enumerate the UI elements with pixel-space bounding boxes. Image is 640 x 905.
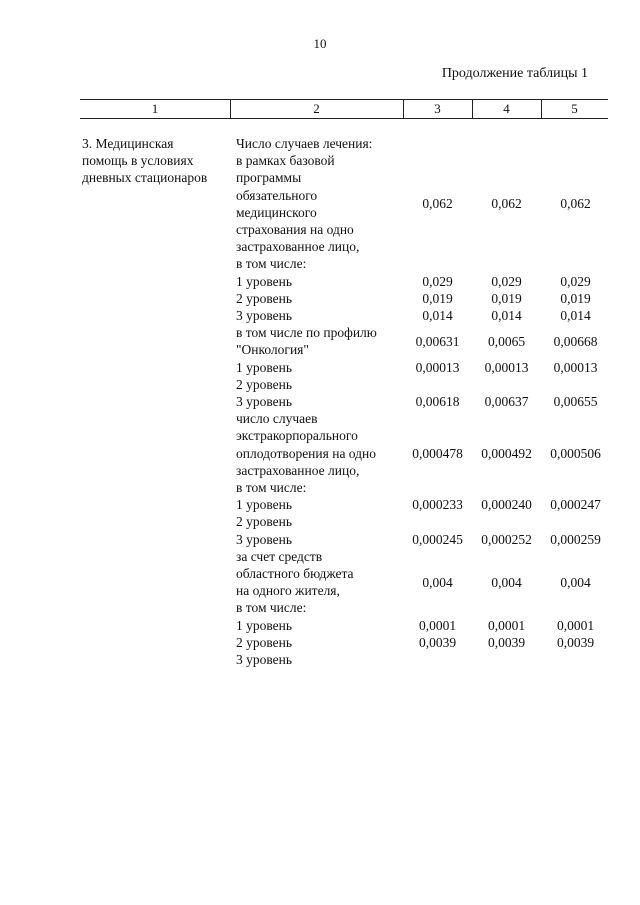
cell-value-col4: 0,000252 bbox=[481, 531, 532, 547]
cell-value-col5: 0,000259 bbox=[550, 531, 601, 547]
table-row bbox=[0, 273, 640, 290]
row-description-line: в рамках базовой bbox=[236, 153, 335, 169]
cell-value-col3: 0,0039 bbox=[418, 634, 457, 650]
column-header-2: 2 bbox=[313, 101, 320, 116]
row-description bbox=[236, 324, 406, 358]
cell-value-col5: 0,000506 bbox=[550, 445, 601, 461]
cell-value-col5: 0,029 bbox=[560, 273, 591, 289]
cell-value-col5: 0,0001 bbox=[556, 617, 595, 633]
row-description bbox=[236, 513, 406, 530]
cell-value-col4: 0,0001 bbox=[487, 617, 526, 633]
table-row bbox=[0, 548, 640, 617]
row-description-line: медицинского bbox=[236, 204, 317, 220]
table-row bbox=[0, 651, 640, 668]
table-row bbox=[0, 410, 640, 496]
cell-value-col4: 0,0065 bbox=[487, 333, 526, 349]
row-description-line: страхования на одно bbox=[236, 221, 354, 237]
row-description-line: обязательного bbox=[236, 187, 318, 203]
row-description-line: областного бюджета bbox=[236, 565, 354, 581]
cell-value-col3: 0,00013 bbox=[415, 359, 460, 375]
table-header-bottom-rule bbox=[80, 118, 608, 119]
table-row bbox=[0, 135, 640, 273]
cell-value-col4: 0,062 bbox=[491, 196, 522, 212]
row-description bbox=[236, 290, 406, 307]
row-description bbox=[236, 496, 406, 513]
row-description bbox=[236, 548, 406, 617]
table-row bbox=[0, 290, 640, 307]
row-description-line: 2 уровень bbox=[236, 514, 293, 530]
row-description-line: 1 уровень bbox=[236, 359, 293, 375]
row-description-line: в том числе: bbox=[236, 479, 307, 495]
column-header-3: 3 bbox=[434, 101, 441, 116]
row-description-line: 2 уровень bbox=[236, 376, 293, 392]
cell-value-col3: 0,029 bbox=[422, 273, 453, 289]
row-description-line: 1 уровень bbox=[236, 617, 293, 633]
row-description-line: 2 уровень bbox=[236, 634, 293, 650]
row-description-line: 3 уровень bbox=[236, 394, 293, 409]
cell-value-col5: 0,00655 bbox=[553, 394, 598, 409]
row-description bbox=[236, 135, 406, 273]
row-description bbox=[236, 307, 406, 324]
cell-value-col5: 0,062 bbox=[560, 196, 591, 212]
row-description-line: Число случаев лечения: bbox=[236, 136, 373, 151]
cell-value-col4: 0,019 bbox=[491, 290, 522, 306]
cell-value-col3: 0,014 bbox=[422, 308, 453, 323]
cell-value-col3: 0,019 bbox=[422, 290, 453, 306]
row-description bbox=[236, 376, 406, 393]
cell-value-col5: 0,0039 bbox=[556, 634, 595, 650]
row-description-line: число случаев bbox=[236, 411, 318, 427]
row-description-line: программы bbox=[236, 170, 302, 186]
cell-value-col3: 0,00618 bbox=[415, 394, 460, 409]
cell-value-col3: 0,004 bbox=[422, 574, 453, 590]
cell-value-col3: 0,000233 bbox=[412, 497, 463, 513]
cell-value-col5: 0,00013 bbox=[553, 359, 598, 375]
cell-value-col4: 0,000240 bbox=[481, 497, 532, 513]
section-label-line: дневных стационаров bbox=[82, 170, 208, 186]
row-description bbox=[236, 359, 406, 376]
row-description-line: 3 уровень bbox=[236, 652, 293, 667]
row-description-line: экстракорпорального bbox=[236, 428, 358, 444]
row-description-line: за счет средств bbox=[236, 548, 323, 564]
cell-value-col5: 0,014 bbox=[560, 308, 591, 323]
cell-value-col4: 0,029 bbox=[491, 273, 522, 289]
row-description bbox=[236, 393, 406, 410]
row-description bbox=[236, 273, 406, 290]
section-label-line: 3. Медицинская bbox=[82, 136, 174, 151]
row-description-line: 1 уровень bbox=[236, 497, 293, 513]
row-description-line: 1 уровень bbox=[236, 273, 293, 289]
cell-value-col5: 0,00668 bbox=[553, 333, 598, 349]
row-description-line: 2 уровень bbox=[236, 290, 293, 306]
row-description-line: "Онкология" bbox=[236, 342, 309, 358]
cell-value-col3: 0,062 bbox=[422, 196, 453, 212]
cell-value-col4: 0,014 bbox=[491, 308, 522, 323]
cell-value-col3: 0,000478 bbox=[412, 445, 463, 461]
cell-value-col3: 0,0001 bbox=[418, 617, 457, 633]
table-continuation-label: Продолжение таблицы 1 bbox=[441, 66, 588, 81]
cell-value-col3: 0,00631 bbox=[415, 333, 460, 349]
row-description-line: оплодотворения на одно bbox=[236, 445, 377, 461]
row-description-line: застрахованное лицо, bbox=[236, 239, 360, 255]
cell-value-col5: 0,000247 bbox=[550, 497, 601, 513]
cell-value-col4: 0,004 bbox=[491, 574, 522, 590]
row-description bbox=[236, 634, 406, 651]
section-label-line: помощь в условиях bbox=[82, 153, 194, 169]
cell-value-col4: 0,000492 bbox=[481, 445, 532, 461]
row-description-line: 3 уровень bbox=[236, 308, 293, 323]
row-description-line: в том числе: bbox=[236, 600, 307, 616]
table-row bbox=[0, 513, 640, 530]
cell-value-col4: 0,00013 bbox=[484, 359, 529, 375]
table-row bbox=[0, 531, 640, 548]
cell-value-col3: 0,000245 bbox=[412, 531, 463, 547]
row-description bbox=[236, 531, 406, 548]
table-row bbox=[0, 617, 640, 634]
table-row bbox=[0, 307, 640, 324]
cell-value-col5: 0,004 bbox=[560, 574, 591, 590]
table-row bbox=[0, 324, 640, 358]
table-row bbox=[0, 496, 640, 513]
row-description-line: в том числе по профилю bbox=[236, 325, 377, 341]
cell-value-col5: 0,019 bbox=[560, 290, 591, 306]
table-row bbox=[0, 393, 640, 410]
cell-value-col4: 0,00637 bbox=[484, 394, 529, 409]
row-description-line: 3 уровень bbox=[236, 531, 293, 547]
row-description-line: на одного жителя, bbox=[236, 583, 340, 599]
row-description bbox=[236, 651, 406, 668]
column-header-5: 5 bbox=[571, 101, 578, 116]
table-header-top-rule bbox=[80, 99, 608, 100]
column-header-4: 4 bbox=[503, 101, 510, 116]
table-row bbox=[0, 634, 640, 651]
row-description bbox=[236, 617, 406, 634]
column-header-1: 1 bbox=[151, 101, 159, 116]
table-row bbox=[0, 376, 640, 393]
cell-value-col4: 0,0039 bbox=[487, 634, 526, 650]
row-description-line: застрахованное лицо, bbox=[236, 462, 360, 478]
row-description bbox=[236, 410, 406, 496]
page-number: 10 bbox=[313, 36, 327, 51]
row-description-line: в том числе: bbox=[236, 256, 307, 272]
table-row bbox=[0, 359, 640, 376]
